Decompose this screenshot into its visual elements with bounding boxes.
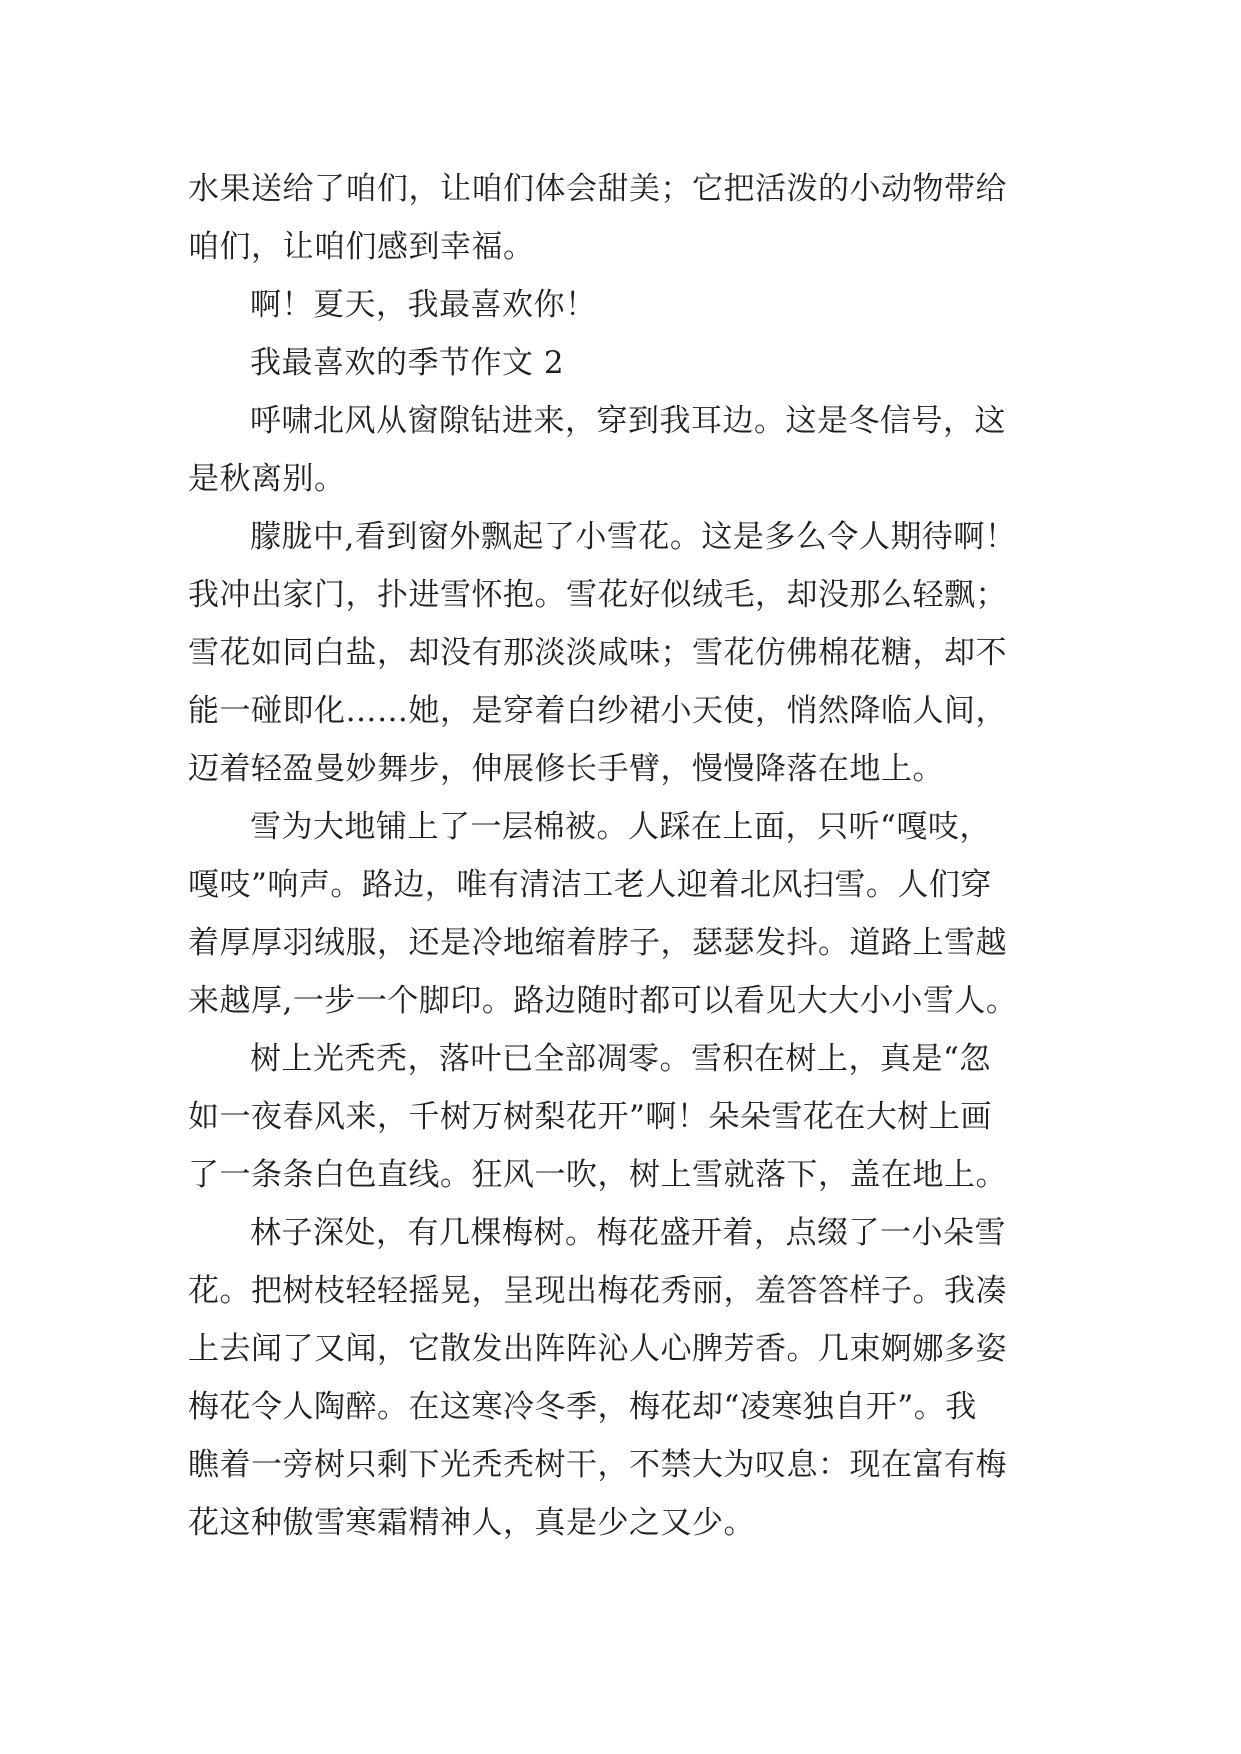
text-line: 我冲出家门，扑进雪怀抱。雪花好似绒毛，却没那么轻飘； [188, 577, 1007, 613]
text-line: 花。把树枝轻轻摇晃，呈现出梅花秀丽，羞答答样子。我凑 [188, 1273, 1007, 1309]
text-line: 嘎吱”响声。路边，唯有清洁工老人迎着北风扫雪。人们穿 [188, 867, 992, 903]
text-line: 树上光秃秃，落叶已全部凋零。雪积在树上，真是“忽 [250, 1041, 991, 1077]
text-line: 能一碰即化……她，是穿着白纱裙小天使，悄然降临人间， [188, 693, 1007, 729]
text-line: 瞧着一旁树只剩下光秃秃树干，不禁大为叹息：现在富有梅 [188, 1447, 1007, 1483]
section-title: 我最喜欢的季节作文 2 [250, 345, 565, 381]
document-body [188, 160, 1068, 1552]
text-line: 咱们，让咱们感到幸福。 [188, 229, 535, 265]
text-line: 着厚厚羽绒服，还是冷地缩着脖子，瑟瑟发抖。道路上雪越 [188, 925, 1007, 961]
text-line: 如一夜春风来，千树万树梨花开”啊！朵朵雪花在大树上画 [188, 1099, 992, 1135]
text-line: 雪花如同白盐，却没有那淡淡咸味；雪花仿佛棉花糖，却不 [188, 635, 1007, 671]
text-line: 呼啸北风从窗隙钻进来，穿到我耳边。这是冬信号，这 [250, 403, 1006, 439]
text-line: 了一条条白色直线。狂风一吹，树上雪就落下，盖在地上。 [188, 1157, 1007, 1193]
text-line: 林子深处，有几棵梅树。梅花盛开着，点缀了一小朵雪 [250, 1215, 1006, 1251]
text-line: 朦胧中,看到窗外飘起了小雪花。这是多么令人期待啊！ [250, 519, 1017, 555]
text-line: 花这种傲雪寒霜精神人，真是少之又少。 [188, 1505, 755, 1541]
text-line: 上去闻了又闻，它散发出阵阵沁人心脾芳香。几束婀娜多姿 [188, 1331, 1007, 1367]
text-line: 水果送给了咱们，让咱们体会甜美；它把活泼的小动物带给 [188, 171, 1007, 207]
text-line: 梅花令人陶醉。在这寒冷冬季，梅花却“凌寒独自开”。我 [188, 1389, 977, 1425]
text-line: 是秋离别。 [188, 461, 346, 497]
text-line: 雪为大地铺上了一层棉被。人踩在上面，只听“嘎吱， [250, 809, 991, 845]
text-line: 迈着轻盈曼妙舞步，伸展修长手臂，慢慢降落在地上。 [188, 751, 944, 787]
text-line: 啊！夏天，我最喜欢你！ [250, 287, 597, 323]
text-line: 来越厚,一步一个脚印。路边随时都可以看见大大小小雪人。 [188, 983, 1018, 1019]
